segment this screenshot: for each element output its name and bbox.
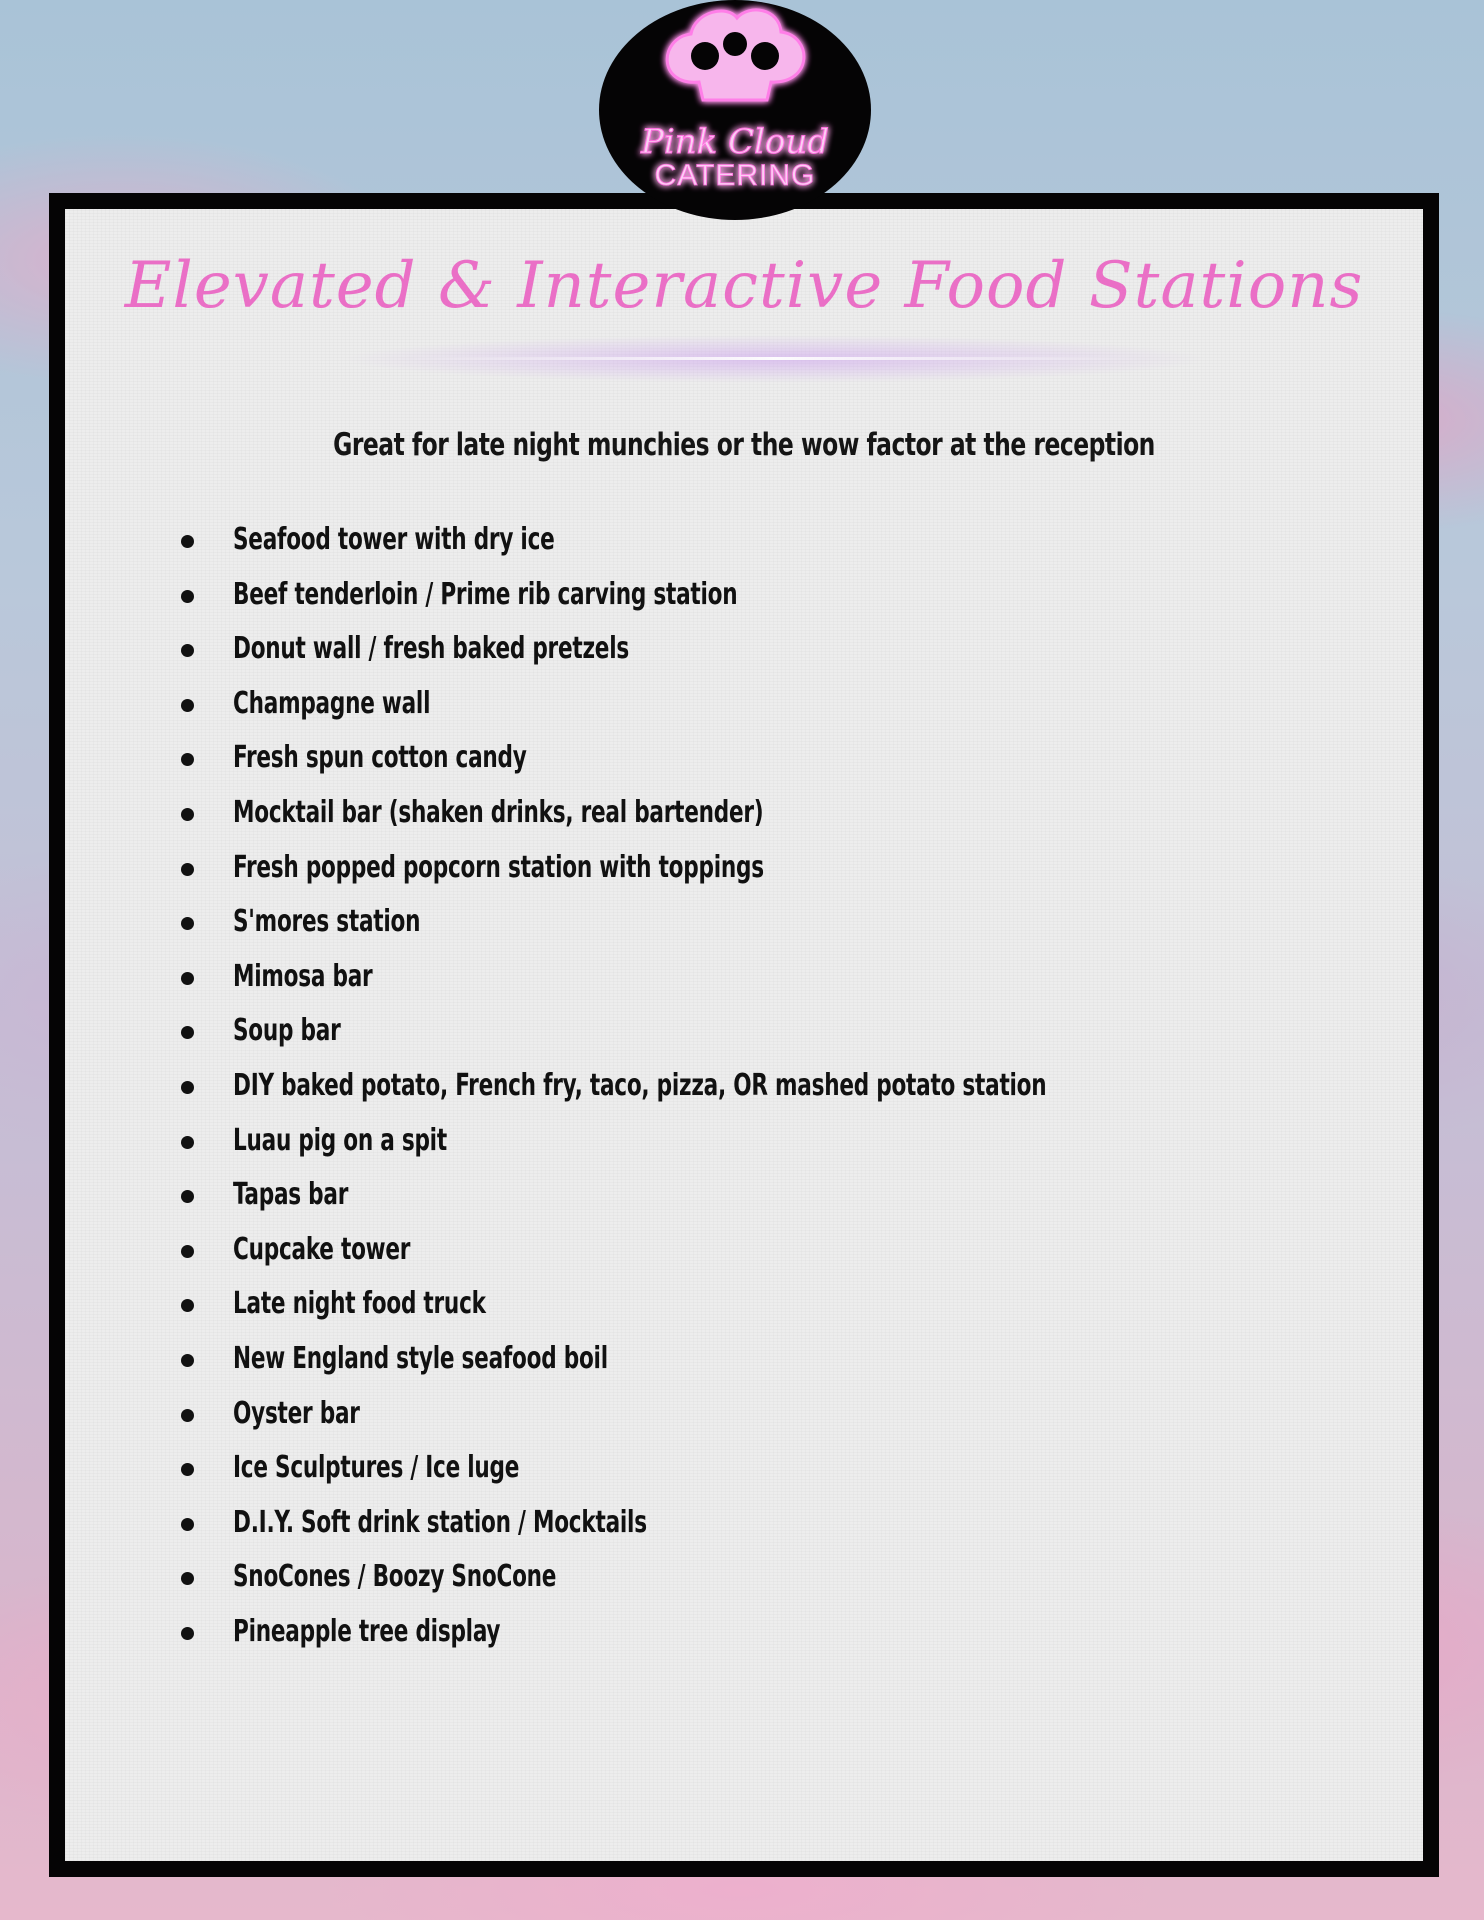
list-item: [173, 1550, 1250, 1605]
list-item: [173, 1004, 1250, 1059]
menu-card: [65, 209, 1423, 1861]
list-item: [173, 1496, 1250, 1551]
list-item: [173, 677, 1250, 732]
station-label: Tapas bar: [233, 1177, 349, 1213]
list-item: [173, 622, 1250, 677]
list-item: [173, 1277, 1250, 1332]
bullet-icon: [181, 1409, 194, 1422]
station-label: Donut wall / fresh baked pretzels: [233, 631, 629, 667]
list-item: [173, 1114, 1250, 1169]
page-title: Elevated & Interactive Food Stations: [124, 249, 1364, 323]
chef-hat-icon: [599, 0, 871, 220]
bullet-icon: [181, 917, 194, 930]
station-label: Fresh popped popcorn station with toppings: [233, 849, 764, 885]
list-item: [173, 786, 1250, 841]
list-item: [173, 841, 1250, 896]
station-label: Mocktail bar (shaken drinks, real bartender): [233, 794, 764, 830]
list-item: [173, 1441, 1250, 1496]
list-item: [173, 513, 1250, 568]
bullet-icon: [181, 644, 194, 657]
list-item: [173, 1168, 1250, 1223]
station-label: SnoCones / Boozy SnoCone: [233, 1559, 557, 1595]
bullet-icon: [181, 863, 194, 876]
list-item: [173, 1605, 1250, 1660]
station-label: Cupcake tower: [233, 1231, 411, 1267]
bullet-icon: [181, 1299, 194, 1312]
station-label: Ice Sculptures / Ice luge: [233, 1450, 520, 1486]
list-item: [173, 950, 1250, 1005]
list-item: [173, 1059, 1250, 1114]
bullet-icon: [181, 972, 194, 985]
bullet-icon: [181, 590, 194, 603]
station-list: [173, 513, 1250, 1659]
bullet-icon: [181, 1463, 194, 1476]
title-divider: [345, 335, 1205, 383]
bullet-icon: [181, 699, 194, 712]
list-item: [173, 1387, 1250, 1442]
menu-card-frame: [49, 193, 1439, 1877]
list-item: [173, 895, 1250, 950]
bullet-icon: [181, 1354, 194, 1367]
station-label: Champagne wall: [233, 685, 431, 721]
station-label: Beef tenderloin / Prime rib carving station: [233, 576, 738, 612]
station-label: S'mores station: [233, 904, 421, 940]
bullet-icon: [181, 1136, 194, 1149]
bullet-icon: [181, 1190, 194, 1203]
list-item: [173, 731, 1250, 786]
page-subtitle: Great for late night munchies or the wow factor at the reception: [333, 427, 1155, 463]
pink-cloud-catering-logo: [599, 0, 871, 220]
station-label: Fresh spun cotton candy: [233, 740, 527, 776]
station-label: Soup bar: [233, 1013, 341, 1049]
station-label: New England style seafood boil: [233, 1340, 608, 1376]
station-label: Mimosa bar: [233, 958, 373, 994]
bullet-icon: [181, 1081, 194, 1094]
station-label: Pineapple tree display: [233, 1613, 501, 1649]
bullet-icon: [181, 1026, 194, 1039]
station-label: Late night food truck: [233, 1286, 486, 1322]
station-label: Luau pig on a spit: [233, 1122, 447, 1158]
bullet-icon: [181, 1245, 194, 1258]
logo-script-text: Pink Cloud: [640, 122, 830, 162]
station-label: Seafood tower with dry ice: [233, 522, 555, 557]
station-label: DIY baked potato, French fry, taco, pizza, OR mashed potato station: [233, 1067, 1047, 1103]
list-item: [173, 1332, 1250, 1387]
list-item: [173, 568, 1250, 623]
station-label: D.I.Y. Soft drink station / Mocktails: [233, 1504, 647, 1540]
bullet-icon: [181, 1627, 194, 1640]
bullet-icon: [181, 1572, 194, 1585]
station-label: Oyster bar: [233, 1395, 360, 1431]
bullet-icon: [181, 1518, 194, 1531]
bullet-icon: [181, 808, 194, 821]
logo-name-text: CATERING: [654, 159, 816, 192]
list-item: [173, 1223, 1250, 1278]
bullet-icon: [181, 535, 194, 548]
bullet-icon: [181, 753, 194, 766]
